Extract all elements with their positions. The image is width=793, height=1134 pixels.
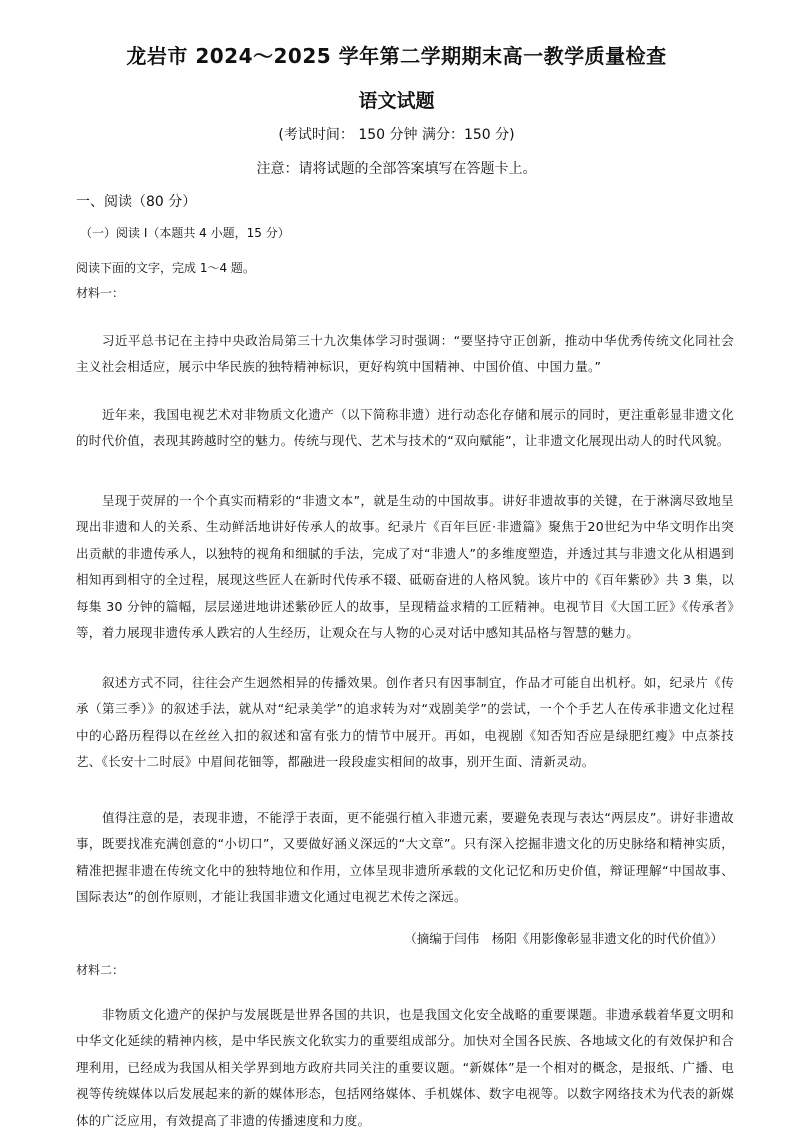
exam-title: 龙岩市 2024～2025 学年第二学期期末高一教学质量检查 — [0, 40, 793, 69]
material-one-source: （摘编于闫伟 杨阳《用影像彰显非遗文化的时代价值》） — [404, 929, 723, 947]
material-one-paragraph: 呈现于荧屏的一个个真实而精彩的“非遗文本”，就是生动的中国故事。讲好非遗故事的关键，在于淋漓尽致地呈现出非遗和人的关系、生动鲜活地讲好传承人的故事。纪录片《百年巨匠·非遗篇》聚焦于20世纪为中华文明作出突出贡献的非遗传承人，以独特的视角和细腻的手法，完成了对“非遗人”的多维度塑造，并透过其与非遗文化从相遇到相知再到相守的全过程，展现这些匠人在新时代传承不辍、砥砺奋进的人格风貌。该片中的《百年紫砂》共 3 集，以每集 30 分钟的篇幅，层层递进地讲述紫砂匠人的故事，呈现精益求精的工匠精神。电视节目《大国工匠》《传承者》等，着力展现非遗传承人跌宕的人生经历，让观众在与人物的心灵对话中感知其品格与智慧的魅力。 — [76, 488, 734, 647]
material-one-paragraph: 叙述方式不同，往往会产生迥然相异的传播效果。创作者只有因事制宜，作品才可能自出机杼。如，纪录片《传承（第三季）》的叙述手法，就从对“纪录美学”的追求转为对“戏剧美学”的尝试，一个个手艺人在传承非遗文化过程中的心路历程得以在丝丝入扣的叙述和富有张力的情节中展开。再如，电视剧《知否知否应是绿肥红瘦》中点茶技艺、《长安十二时辰》中眉间花钿等，都融进一段段虚实相间的故事，别开生面、清新灵动。 — [76, 670, 734, 776]
exam-subtitle: 语文试题 — [0, 86, 793, 113]
section-title: 一、阅读（80 分） — [76, 191, 196, 211]
subsection-title: （一）阅读 I（本题共 4 小题，15 分） — [80, 224, 290, 241]
material-one-label: 材料一： — [76, 284, 124, 301]
material-one-paragraph: 习近平总书记在主持中央政治局第三十九次集体学习时强调：“要坚持守正创新，推动中华优秀传统文化同社会主义社会相适应，展示中华民族的独特精神标识，更好构筑中国精神、中国价值、中国力量。” — [76, 328, 734, 381]
reading-instruction: 阅读下面的文字，完成 1～4 题。 — [76, 259, 255, 276]
material-one-paragraph: 近年来，我国电视艺术对非物质文化遗产（以下简称非遗）进行动态化存储和展示的同时，更注重彰显非遗文化的时代价值，表现其跨越时空的魅力。传统与现代、艺术与技术的“双向赋能”，让非遗文化展现出动人的时代风貌。 — [76, 402, 734, 455]
material-one-paragraph: 值得注意的是，表现非遗，不能浮于表面，更不能强行植入非遗元素，要避免表现与表达“两层皮”。讲好非遗故事，既要找准充满创意的“小切口”，又要做好涵义深远的“大文章”。只有深入挖掘非遗文化的历史脉络和精神实质，精准把握非遗在传统文化中的独特地位和作用，立体呈现非遗所承载的文化记忆和历史价值，辩证理解“中国故事、国际表达”的创作原则，才能让我国非遗文化通过电视艺术传之深远。 — [76, 805, 734, 911]
material-two-label: 材料二： — [76, 961, 124, 978]
material-two-paragraph: 非物质文化遗产的保护与发展既是世界各国的共识，也是我国文化安全战略的重要课题。非遗承载着华夏文明和中华文化延续的精神内核，是中华民族文化软实力的重要组成部分。加快对全国各民族、各地域文化的有效保护和合理利用，已经成为我国从相关学界到地方政府共同关注的重要议题。“新媒体”是一个相对的概念，是报纸、广播、电视等传统媒体以后发展起来的新的媒体形态，包括网络媒体、手机媒体、数字电视等。以数字网络技术为代表的新媒体的广泛应用，有效提高了非遗的传播速度和力度。 — [76, 1002, 734, 1134]
exam-notice: 注意：请将试题的全部答案填写在答题卡上。 — [0, 158, 793, 178]
exam-info: (考试时间： 150 分钟 满分：150 分) — [0, 124, 793, 144]
